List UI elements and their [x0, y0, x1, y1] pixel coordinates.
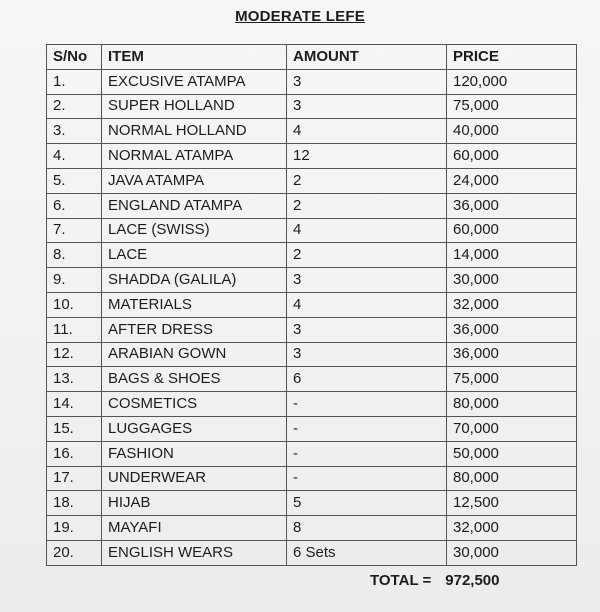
- table-row: [47, 168, 577, 193]
- cell-sno: 8.: [47, 243, 102, 268]
- cell-item: LUGGAGES: [102, 416, 287, 441]
- table-row: [47, 342, 577, 367]
- cell-item: UNDERWEAR: [102, 466, 287, 491]
- cell-sno: 10.: [47, 292, 102, 317]
- header-price: PRICE: [447, 45, 577, 70]
- cell-item: LACE: [102, 243, 287, 268]
- table-row: [47, 243, 577, 268]
- cell-price: 14,000: [447, 243, 577, 268]
- cell-amount: 3: [287, 342, 447, 367]
- cell-sno: 7.: [47, 218, 102, 243]
- document-title: MODERATE LEFE: [235, 8, 365, 25]
- cell-sno: 1.: [47, 69, 102, 94]
- cell-price: 32,000: [447, 292, 577, 317]
- cell-sno: 16.: [47, 441, 102, 466]
- cell-price: 70,000: [447, 416, 577, 441]
- items-table: [46, 44, 577, 566]
- cell-amount: 3: [287, 94, 447, 119]
- cell-item: SUPER HOLLAND: [102, 94, 287, 119]
- table-header-row: [47, 45, 577, 70]
- cell-price: 50,000: [447, 441, 577, 466]
- cell-price: 24,000: [447, 168, 577, 193]
- table-row: [47, 491, 577, 516]
- cell-item: HIJAB: [102, 491, 287, 516]
- cell-item: MAYAFI: [102, 516, 287, 541]
- cell-price: 60,000: [447, 218, 577, 243]
- cell-price: 30,000: [447, 540, 577, 565]
- cell-item: SHADDA (GALILA): [102, 268, 287, 293]
- cell-amount: 12: [287, 144, 447, 169]
- cell-sno: 15.: [47, 416, 102, 441]
- cell-amount: 4: [287, 292, 447, 317]
- cell-sno: 6.: [47, 193, 102, 218]
- cell-sno: 13.: [47, 367, 102, 392]
- table-row: [47, 392, 577, 417]
- cell-amount: 3: [287, 317, 447, 342]
- table-row: [47, 69, 577, 94]
- cell-item: NORMAL HOLLAND: [102, 119, 287, 144]
- header-item: ITEM: [102, 45, 287, 70]
- cell-sno: 18.: [47, 491, 102, 516]
- cell-amount: 4: [287, 218, 447, 243]
- table-row: [47, 144, 577, 169]
- cell-price: 120,000: [447, 69, 577, 94]
- cell-sno: 2.: [47, 94, 102, 119]
- cell-item: ARABIAN GOWN: [102, 342, 287, 367]
- cell-sno: 12.: [47, 342, 102, 367]
- cell-price: 30,000: [447, 268, 577, 293]
- cell-amount: -: [287, 416, 447, 441]
- cell-sno: 11.: [47, 317, 102, 342]
- cell-amount: 3: [287, 69, 447, 94]
- cell-item: ENGLAND ATAMPA: [102, 193, 287, 218]
- total-value: 972,500: [445, 572, 500, 589]
- cell-sno: 20.: [47, 540, 102, 565]
- cell-sno: 9.: [47, 268, 102, 293]
- cell-amount: 2: [287, 243, 447, 268]
- cell-amount: 3: [287, 268, 447, 293]
- cell-price: 36,000: [447, 317, 577, 342]
- table-row: [47, 317, 577, 342]
- cell-item: MATERIALS: [102, 292, 287, 317]
- cell-price: 36,000: [447, 342, 577, 367]
- cell-sno: 17.: [47, 466, 102, 491]
- cell-item: AFTER DRESS: [102, 317, 287, 342]
- cell-amount: -: [287, 392, 447, 417]
- cell-price: 80,000: [447, 392, 577, 417]
- cell-sno: 5.: [47, 168, 102, 193]
- header-amount: AMOUNT: [287, 45, 447, 70]
- cell-price: 60,000: [447, 144, 577, 169]
- header-sno: S/No: [47, 45, 102, 70]
- table-row: [47, 416, 577, 441]
- cell-amount: 6: [287, 367, 447, 392]
- cell-item: ENGLISH WEARS: [102, 540, 287, 565]
- cell-price: 75,000: [447, 94, 577, 119]
- cell-item: NORMAL ATAMPA: [102, 144, 287, 169]
- cell-amount: 2: [287, 193, 447, 218]
- table-row: [47, 441, 577, 466]
- cell-amount: 6 Sets: [287, 540, 447, 565]
- cell-item: LACE (SWISS): [102, 218, 287, 243]
- table-row: [47, 119, 577, 144]
- cell-amount: 2: [287, 168, 447, 193]
- cell-price: 12,500: [447, 491, 577, 516]
- table-row: [47, 292, 577, 317]
- cell-price: 80,000: [447, 466, 577, 491]
- table-body: [47, 69, 577, 565]
- total-label: TOTAL =: [370, 572, 432, 589]
- cell-amount: -: [287, 441, 447, 466]
- cell-item: EXCUSIVE ATAMPA: [102, 69, 287, 94]
- cell-amount: 4: [287, 119, 447, 144]
- cell-price: 40,000: [447, 119, 577, 144]
- cell-amount: 5: [287, 491, 447, 516]
- cell-amount: 8: [287, 516, 447, 541]
- cell-sno: 19.: [47, 516, 102, 541]
- cell-price: 75,000: [447, 367, 577, 392]
- cell-item: JAVA ATAMPA: [102, 168, 287, 193]
- table-row: [47, 94, 577, 119]
- table-row: [47, 367, 577, 392]
- cell-price: 32,000: [447, 516, 577, 541]
- cell-sno: 3.: [47, 119, 102, 144]
- cell-price: 36,000: [447, 193, 577, 218]
- cell-sno: 4.: [47, 144, 102, 169]
- table-row: [47, 540, 577, 565]
- cell-item: FASHION: [102, 441, 287, 466]
- total-line: [370, 572, 500, 589]
- table-row: [47, 516, 577, 541]
- table-row: [47, 218, 577, 243]
- cell-item: COSMETICS: [102, 392, 287, 417]
- table-row: [47, 193, 577, 218]
- table-row: [47, 268, 577, 293]
- cell-amount: -: [287, 466, 447, 491]
- cell-sno: 14.: [47, 392, 102, 417]
- table-row: [47, 466, 577, 491]
- cell-item: BAGS & SHOES: [102, 367, 287, 392]
